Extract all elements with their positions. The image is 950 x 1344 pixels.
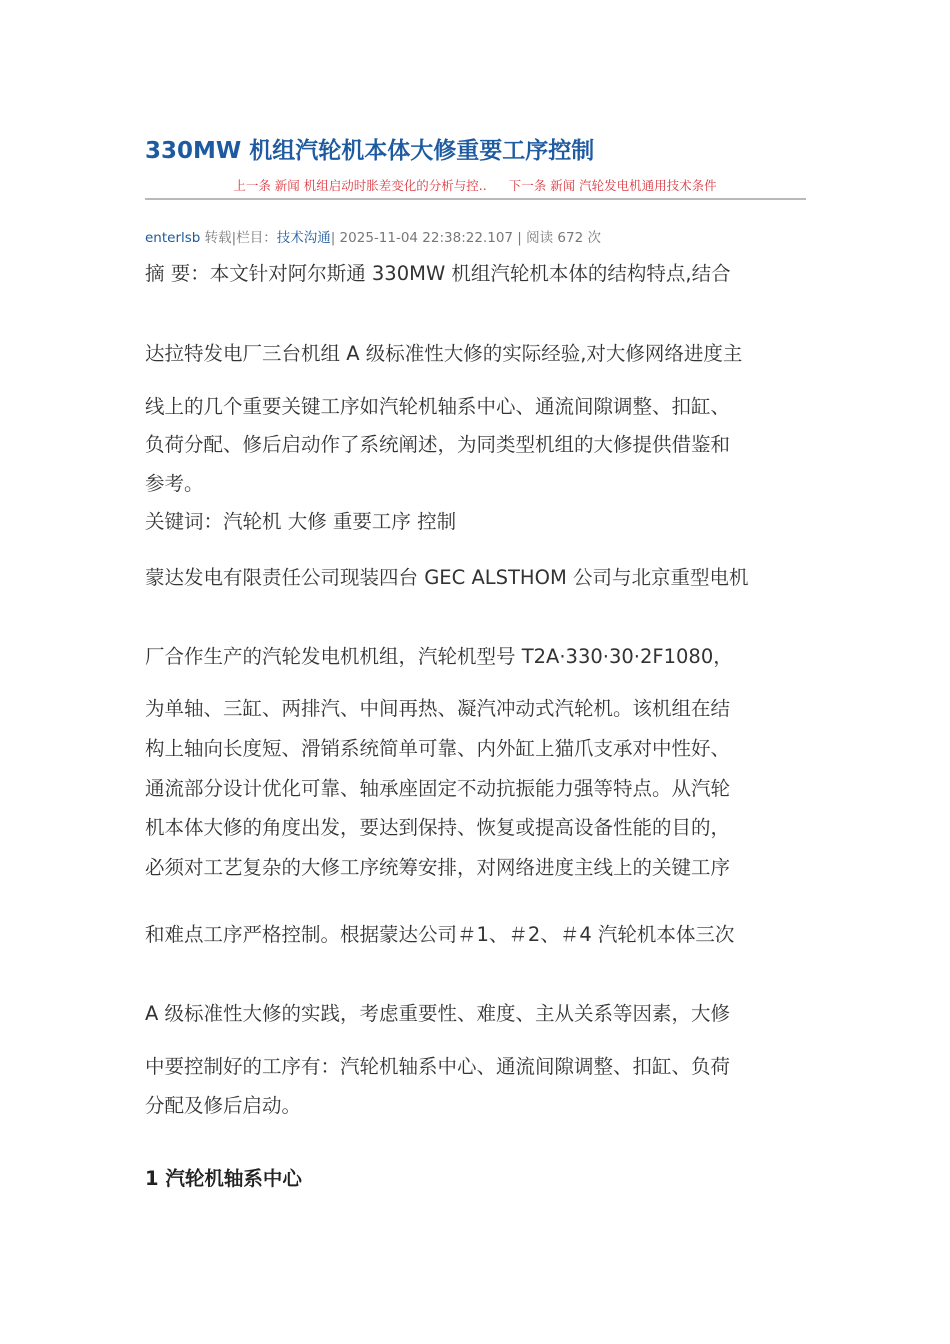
keywords-line: 关键词：汽轮机 大修 重要工序 控制 bbox=[145, 510, 457, 533]
body-line: 通流部分设计优化可靠、轴承座固定不动抗振能力强等特点。从汽轮 bbox=[145, 777, 731, 800]
column-link[interactable]: 技术沟通 bbox=[276, 230, 331, 246]
body-line: 负荷分配、修后启动作了系统阐述，为同类型机组的大修提供借鉴和 bbox=[145, 433, 731, 456]
body-line: 线上的几个重要关键工序如汽轮机轴系中心、通流间隙调整、扣缸、 bbox=[145, 395, 731, 418]
body-line: 厂合作生产的汽轮发电机机组，汽轮机型号 T2A·330·30·2F1080， bbox=[145, 645, 733, 668]
author-link[interactable]: enterlsb bbox=[145, 230, 201, 246]
body-line: 和难点工序严格控制。根据蒙达公司＃1、＃2、＃4 汽轮机本体三次 bbox=[145, 923, 735, 946]
article-nav bbox=[145, 176, 805, 194]
body-line: 分配及修后启动。 bbox=[145, 1094, 302, 1117]
body-line: 参考。 bbox=[145, 472, 204, 495]
abstract-line: 摘 要：本文针对阿尔斯通 330MW 机组汽轮机本体的结构特点,结合 bbox=[145, 262, 731, 285]
body-line: 蒙达发电有限责任公司现装四台 GEC ALSTHOM 公司与北京重型电机 bbox=[145, 566, 749, 589]
body-line: 为单轴、三缸、两排汽、中间再热、凝汽冲动式汽轮机。该机组在结 bbox=[145, 697, 731, 720]
body-line: 机本体大修的角度出发，要达到保持、恢复或提高设备性能的目的， bbox=[145, 816, 731, 839]
page-title: 330MW 机组汽轮机本体大修重要工序控制 bbox=[145, 138, 595, 164]
repost-label: 转载|栏目： bbox=[200, 230, 277, 246]
prev-news-link[interactable]: 上一条 新闻 机组启动时胀差变化的分析与控.. bbox=[233, 178, 487, 193]
body-line: 构上轴向长度短、滑销系统简单可靠、内外缸上猫爪支承对中性好、 bbox=[145, 737, 731, 760]
body-line: 必须对工艺复杂的大修工序统筹安排，对网络进度主线上的关键工序 bbox=[145, 856, 731, 879]
body-line: A 级标准性大修的实践，考虑重要性、难度、主从关系等因素，大修 bbox=[145, 1002, 731, 1025]
datetime-views: | 2025-11-04 22:38:22.107 | 阅读 672 次 bbox=[330, 230, 601, 246]
title-divider bbox=[145, 198, 806, 200]
section-heading: 1 汽轮机轴系中心 bbox=[145, 1167, 302, 1190]
next-news-link[interactable]: 下一条 新闻 汽轮发电机通用技术条件 bbox=[508, 178, 717, 193]
body-line: 达拉特发电厂三台机组 A 级标准性大修的实际经验,对大修网络进度主 bbox=[145, 342, 743, 365]
article-meta bbox=[145, 226, 601, 246]
body-line: 中要控制好的工序有：汽轮机轴系中心、通流间隙调整、扣缸、负荷 bbox=[145, 1055, 731, 1078]
